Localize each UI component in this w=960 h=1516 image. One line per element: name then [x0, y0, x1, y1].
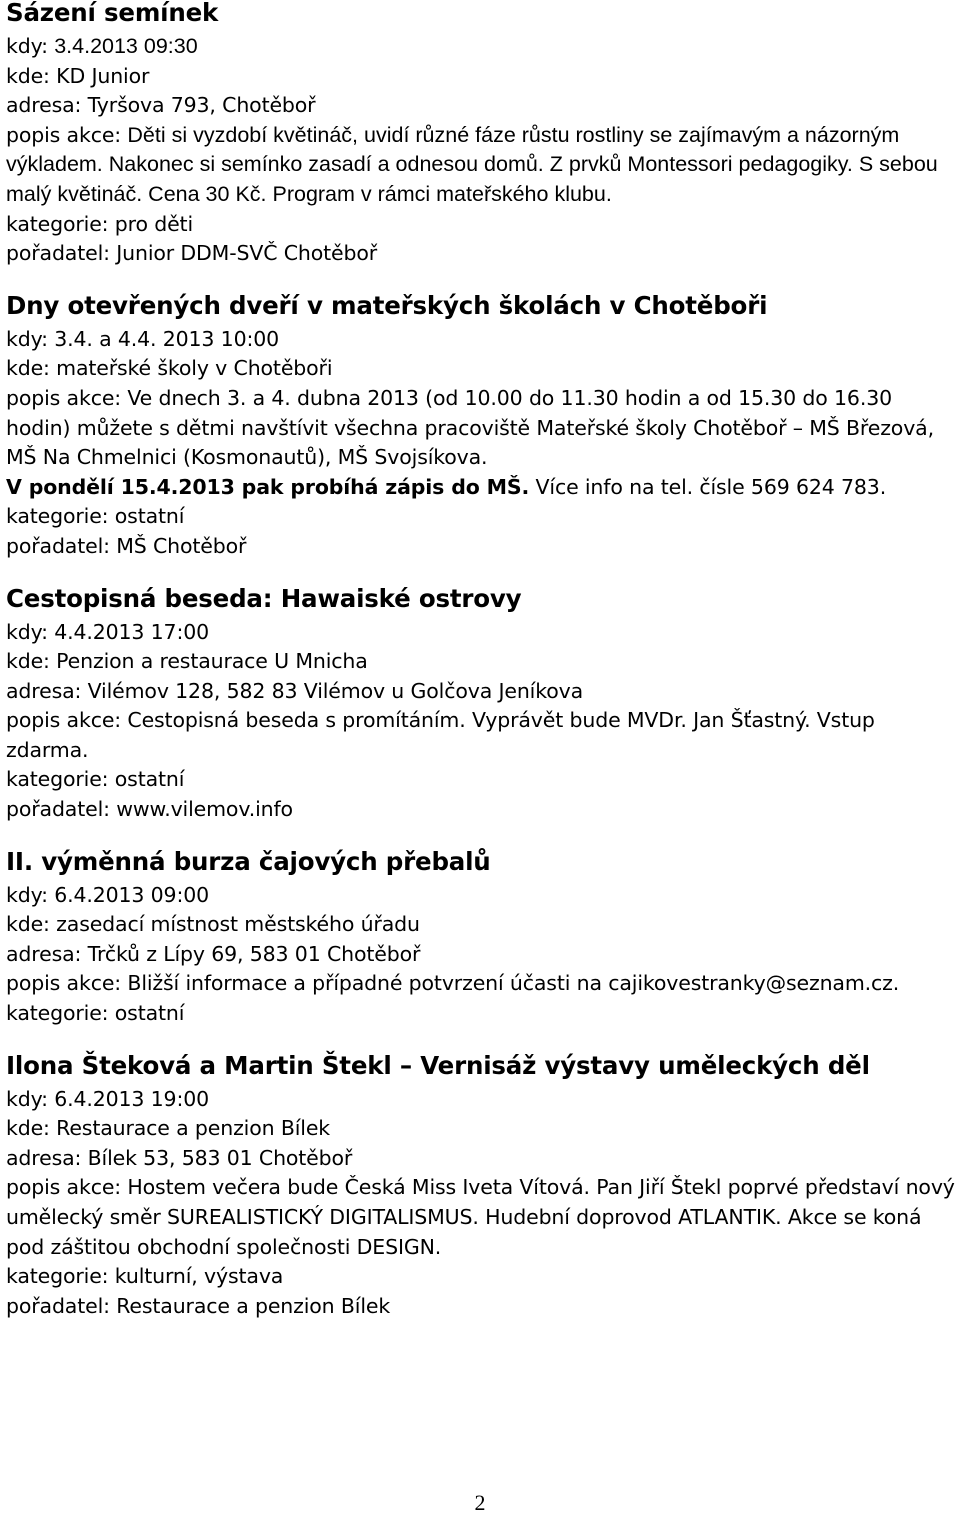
event-description-label: popis akce: — [6, 122, 128, 147]
event-category: kategorie: ostatní — [6, 767, 185, 792]
event-title: Cestopisná beseda: Hawaiské ostrovy — [6, 583, 522, 613]
event-place: kde: zasedací místnost městského úřadu — [6, 912, 420, 937]
event-description: popis akce: Cestopisná beseda s promítáním. Vyprávět bude MVDr. Jan Šťastný. Vstup zdarma. — [6, 708, 875, 762]
event-organizer: pořadatel: MŠ Chotěboř — [6, 533, 247, 558]
page-number: 2 — [474, 1490, 486, 1515]
event-place: kde: KD Junior — [6, 63, 150, 88]
event-description: popis akce: Bližší informace a případné potvrzení účasti na cajikovestranky@seznam.cz. — [6, 971, 900, 996]
event-address: adresa: Trčků z Lípy 69, 583 01 Chotěboř — [6, 941, 421, 966]
event-cestopisna-beseda — [6, 582, 956, 825]
event-date: kdy: 4.4.2013 17:00 — [6, 619, 209, 644]
event-dny-otevrenych-dveri — [6, 289, 956, 562]
event-date-value: 3.4.2013 09:30 — [54, 34, 198, 58]
event-date: kdy: 6.4.2013 19:00 — [6, 1086, 209, 1111]
event-place: kde: mateřské školy v Chotěboři — [6, 356, 333, 381]
event-address: adresa: Tyršova 793, Chotěboř — [6, 93, 316, 118]
event-organizer: pořadatel: Junior DDM-SVČ Chotěboř — [6, 241, 378, 266]
event-category: kategorie: pro děti — [6, 211, 193, 236]
event-title: Ilona Šteková a Martin Štekl – Vernisáž výstavy uměleckých děl — [6, 1050, 870, 1080]
event-organizer: pořadatel: www.vilemov.info — [6, 797, 293, 822]
document-page — [6, 0, 956, 1321]
event-date — [6, 32, 956, 62]
event-title: Dny otevřených dveří v mateřských školách v Chotěboři — [6, 290, 768, 320]
event-place: kde: Restaurace a penzion Bílek — [6, 1116, 331, 1141]
event-vymenna-burza — [6, 845, 956, 1029]
event-description: popis akce: Hostem večera bude Česká Miss Iveta Vítová. Pan Jiří Štekl poprvé představí nový umělecký směr SUREALISTICKÝ DIGITALISMUS. Hudební doprovod ATLANTIK. Akce se koná pod záštitou obchodní společnosti DESIGN. — [6, 1175, 955, 1259]
event-address: adresa: Vilémov 128, 582 83 Vilémov u Golčova Jeníkova — [6, 678, 583, 703]
event-sazeni-seminek — [6, 0, 956, 269]
event-description — [6, 121, 956, 210]
event-organizer: pořadatel: Restaurace a penzion Bílek — [6, 1293, 391, 1318]
event-vernisaz — [6, 1049, 956, 1322]
event-title: Sázení semínek — [6, 0, 219, 27]
event-address: adresa: Bílek 53, 583 01 Chotěboř — [6, 1145, 353, 1170]
event-description-text: popis akce: Ve dnech 3. a 4. dubna 2013 (od 10.00 do 11.30 hodin a od 15.30 do 16.30 hodin) můžete s dětmi navštívit všechna pracoviště Mateřské školy Chotěboř – MŠ Březová, MŠ Na Chmelnici (Kosmonautů), MŠ Svojsíkova. — [6, 385, 934, 470]
event-category: kategorie: ostatní — [6, 504, 185, 529]
event-category: kategorie: kulturní, výstava — [6, 1264, 284, 1289]
event-date: kdy: 3.4. a 4.4. 2013 10:00 — [6, 326, 280, 351]
event-date-label: kdy: — [6, 34, 55, 58]
event-description-highlight: V pondělí 15.4.2013 pak probíhá zápis do MŠ. — [6, 474, 530, 499]
event-description — [6, 384, 956, 502]
event-description-contact: Více info na tel. čísle 569 624 783. — [529, 474, 887, 499]
event-category: kategorie: ostatní — [6, 1001, 185, 1026]
event-description-text: Děti si vyzdobí květináč, uvidí různé fáze růstu rostliny se zajímavým a názorným výkladem. Nakonec si semínko zasadí a odnesou domů. Z prvků Montessori pedagogiky. S sebou malý květináč. Cena 30 Kč. Program v rámci mateřského klubu. — [6, 122, 938, 206]
event-date: kdy: 6.4.2013 09:00 — [6, 882, 209, 907]
event-title: II. výměnná burza čajových přebalů — [6, 846, 491, 876]
event-place: kde: Penzion a restaurace U Mnicha — [6, 649, 368, 674]
